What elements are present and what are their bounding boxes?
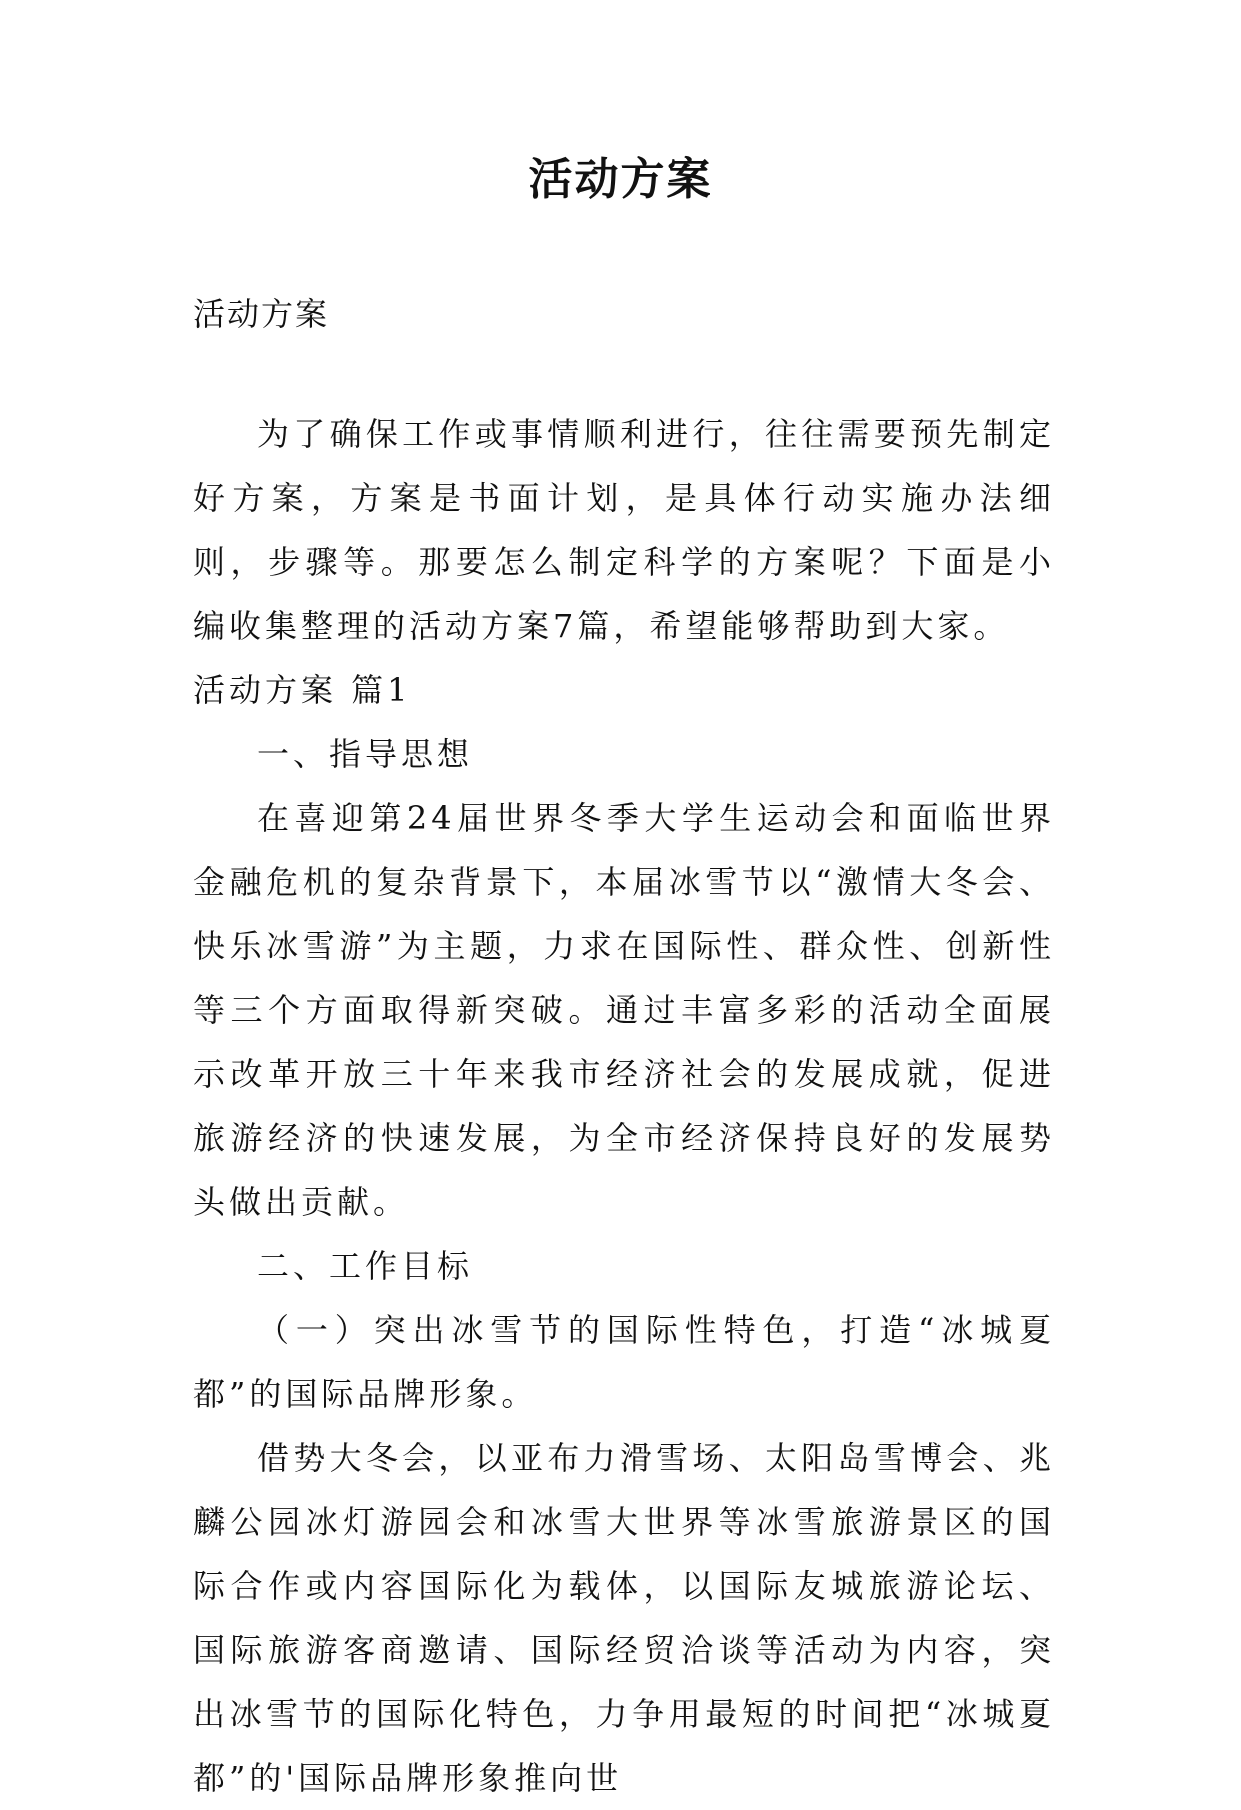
subheading-work-goals: 二、工作目标 xyxy=(257,1247,474,1285)
intro-paragraph: 为了确保工作或事情顺利进行，往往需要预先制定好方案，方案是书面计划，是具体行动实施办法细则，步骤等。那要怎么制定科学的方案呢？下面是小编收集整理的活动方案7篇，希望能够帮助到大家。 xyxy=(193,415,1055,645)
document-title: 活动方案 xyxy=(528,154,713,205)
paragraph-goal-1: （一）突出冰雪节的国际性特色，打造“冰城夏都”的国际品牌形象。 xyxy=(193,1311,1055,1413)
document-subtitle: 活动方案 xyxy=(193,295,330,333)
subheading-guiding-ideology: 一、指导思想 xyxy=(257,735,474,773)
section-heading: 活动方案 篇1 xyxy=(193,671,412,709)
paragraph-guiding-ideology: 在喜迎第24届世界冬季大学生运动会和面临世界金融危机的复杂背景下，本届冰雪节以“激情大冬会、快乐冰雪游”为主题，力求在国际性、群众性、创新性等三个方面取得新突破。通过丰富多彩的活动全面展示改革开放三十年来我市经济社会的发展成就，促进旅游经济的快速发展，为全市经济保持良好的发展势头做出贡献。 xyxy=(193,799,1055,1221)
document-body xyxy=(193,402,1055,1810)
paragraph-goal-1-detail: 借势大冬会，以亚布力滑雪场、太阳岛雪博会、兆麟公园冰灯游园会和冰雪大世界等冰雪旅游景区的国际合作或内容国际化为载体，以国际友城旅游论坛、国际旅游客商邀请、国际经贸洽谈等活动为内容，突出冰雪节的国际化特色，力争用最短的时间把“冰城夏都”的'国际品牌形象推向世 xyxy=(193,1439,1055,1797)
